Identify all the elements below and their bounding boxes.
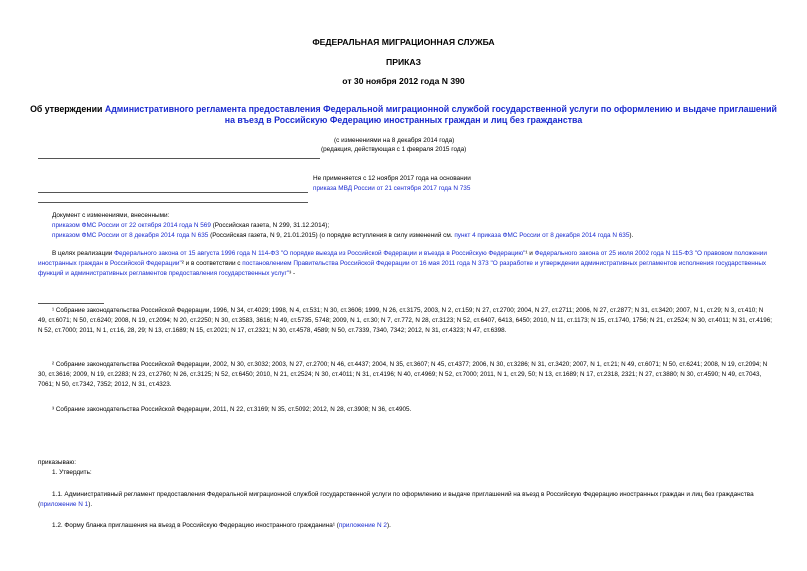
appendix-2-link[interactable]: приложение N 2 (338, 522, 387, 529)
fms-order-635-point4-link[interactable]: пункт 4 приказа ФМС России от 8 декабря 2014 года N 635 (454, 232, 630, 239)
doc-type-heading: ПРИКАЗ (386, 57, 421, 67)
divider (38, 202, 308, 203)
point-1-1-end: ). (88, 501, 93, 509)
point-1-2 (52, 521, 391, 530)
law-114fz-link[interactable]: Федерального закона от 15 августа 1996 года N 114-ФЗ "О порядке выезда из Российской Федерации и въезда в Российскую Федерацию" (114, 250, 526, 257)
order-word: приказываю: (38, 459, 76, 466)
changes-note: (с изменениями на 8 декабря 2014 года) (334, 137, 455, 144)
document-title (30, 104, 777, 126)
title-prefix: Об утверждении (30, 104, 105, 114)
point-1-1-text: 1.1. Административный регламент предоставления Федеральной миграционной службой государственной услуги по оформлению и выдаче приглашений на въезд в Российскую Федерацию иностранных граждан и лиц без гражданства ( (38, 491, 754, 509)
fms-order-569-link[interactable]: приказом ФМС России от 22 октября 2014 года N 569 (52, 222, 211, 229)
point-1-1 (38, 490, 773, 510)
preamble-paragraph (38, 249, 773, 280)
amendment-item (52, 221, 329, 230)
notice-line: Не применяется с 12 ноября 2017 года на основании (313, 175, 471, 182)
law-115fz-link[interactable]: Федерального закона от 25 июля 2002 года N 115-ФЗ "О правовом положении иностранных граждан в Российской Федерации" (38, 250, 767, 268)
edition-note: (редакция, действующая с 1 февраля 2015 года) (321, 146, 467, 153)
agency-heading: ФЕДЕРАЛЬНАЯ МИГРАЦИОННАЯ СЛУЖБА (312, 37, 495, 47)
preamble-text: ¹ и (525, 250, 535, 257)
footnote-2: ² Собрание законодательства Российской Федерации, 2002, N 30, ст.3032; 2003, N 27, ст.2700; N 46, ст.4437; 2004, N 35, ст.3607; N 45, ст.4377; 2006, N 30, ст.3286; N 31, ст.3420; 2007, N 1, ст.21; N 49, ст.6071; N 50, ст.6241; 2008, N 19, ст.2094; N 30, ст.3616; 2009, N 19, ст.2283; N 23, ст.2760; N 26, ст.3125; N 52, ст.6450; 2010, N 21, ст.2524; N 30, ст.4011; N 31, ст.4196; N 40, ст.4969; N 52, ст.7000; 2011, N 1, ст.29, 50; N 13, ст.1689; N 17, ст.2318, 2321; N 27, ст.3880; N 30, ст.4590; N 49, ст.7043, 7061; N 50, ст.7342, 7352; 2012, N 31, ст.4323. (38, 361, 768, 389)
footnote-1: ¹ Собрание законодательства Российской Федерации, 1996, N 34, ст.4029; 1998, N 4, ст.531; N 30, ст.3606; 1999, N 26, ст.3175, 2003, N 2, ст.159; N 27, ст.2700; 2004, N 27, ст.2711; 2006, N 27, ст.2877; N 31, ст.3420; 2007, N 1, ст.29; N 3, ст.410; N 49, ст.6071; N 50, ст.6240; 2008, N 19, ст.2094; N 20, ст.2250; N 30, ст.3583, 3616; N 49, ст.5735, 5748; 2009, N 1, ст.30; N 7, ст.772, N 28, ст.3123; N 52, ст.6407, 6413, 6450; 2010, N 11, ст.1173; N 15, ст.1740, 1756; N 21, ст.2524; N 30, ст.4011; N 31, ст.4196; N 52, ст.7000; 2011, N 1, ст.16, 28, 29; N 13, ст.1689; N 15, ст.2021; N 17, ст.2321; N 30, ст.4578, 4589; N 50, ст.7339, 7340, 7342; 2012, N 31, ст.4323; N 47, ст.6398. (38, 307, 772, 335)
amendment-item (52, 231, 633, 240)
preamble-text: В целях реализации (52, 250, 115, 257)
government-decree-373-link[interactable]: постановлением Правительства Российской Федерации от 16 мая 2011 года N 373 "О разработке и утверждении административных регламентов исполнения государственных функций и административных регламентов предоставления государственных услуг" (38, 260, 767, 278)
amendments-heading: Документ с изменениями, внесенными: (52, 212, 170, 219)
date-number-heading: от 30 ноября 2012 года N 390 (342, 76, 465, 86)
amendment-source: (Российская газета, N 9, 21.01.2015) (о порядке вступления в силу изменений см. (208, 232, 455, 239)
preamble-text: ³ - (289, 270, 296, 278)
appendix-1-link[interactable]: приложение N 1 (40, 501, 89, 509)
amendment-end: ). (629, 232, 634, 239)
amendment-source: (Российская газета, N 299, 31.12.2014); (210, 222, 330, 229)
mvd-order-link[interactable]: приказа МВД России от 21 сентября 2017 года N 735 (313, 185, 471, 192)
footnote-divider (38, 303, 104, 304)
fms-order-635-link[interactable]: приказом ФМС России от 8 декабря 2014 года N 635 (52, 232, 209, 239)
footnote-3: ³ Собрание законодательства Российской Федерации, 2011, N 22, ст.3169; N 35, ст.5092; 2012, N 28, ст.3908; N 36, ст.4905. (52, 406, 412, 413)
preamble-text: ² и в соответствии с (181, 260, 243, 268)
divider (38, 192, 308, 193)
point-1-2-end: ). (386, 522, 391, 529)
divider (38, 158, 320, 159)
regulation-link[interactable]: Административного регламента предоставления Федеральной миграционной службой государственной услуги по оформлению и выдаче приглашений на въезд в Российскую Федерацию иностранных граждан и лиц без гражданства (104, 104, 777, 125)
point-1: 1. Утвердить: (52, 469, 92, 476)
point-1-2-text: 1.2. Форму бланка приглашения на въезд в Российскую Федерацию иностранного гражданина¹ ( (52, 522, 339, 529)
